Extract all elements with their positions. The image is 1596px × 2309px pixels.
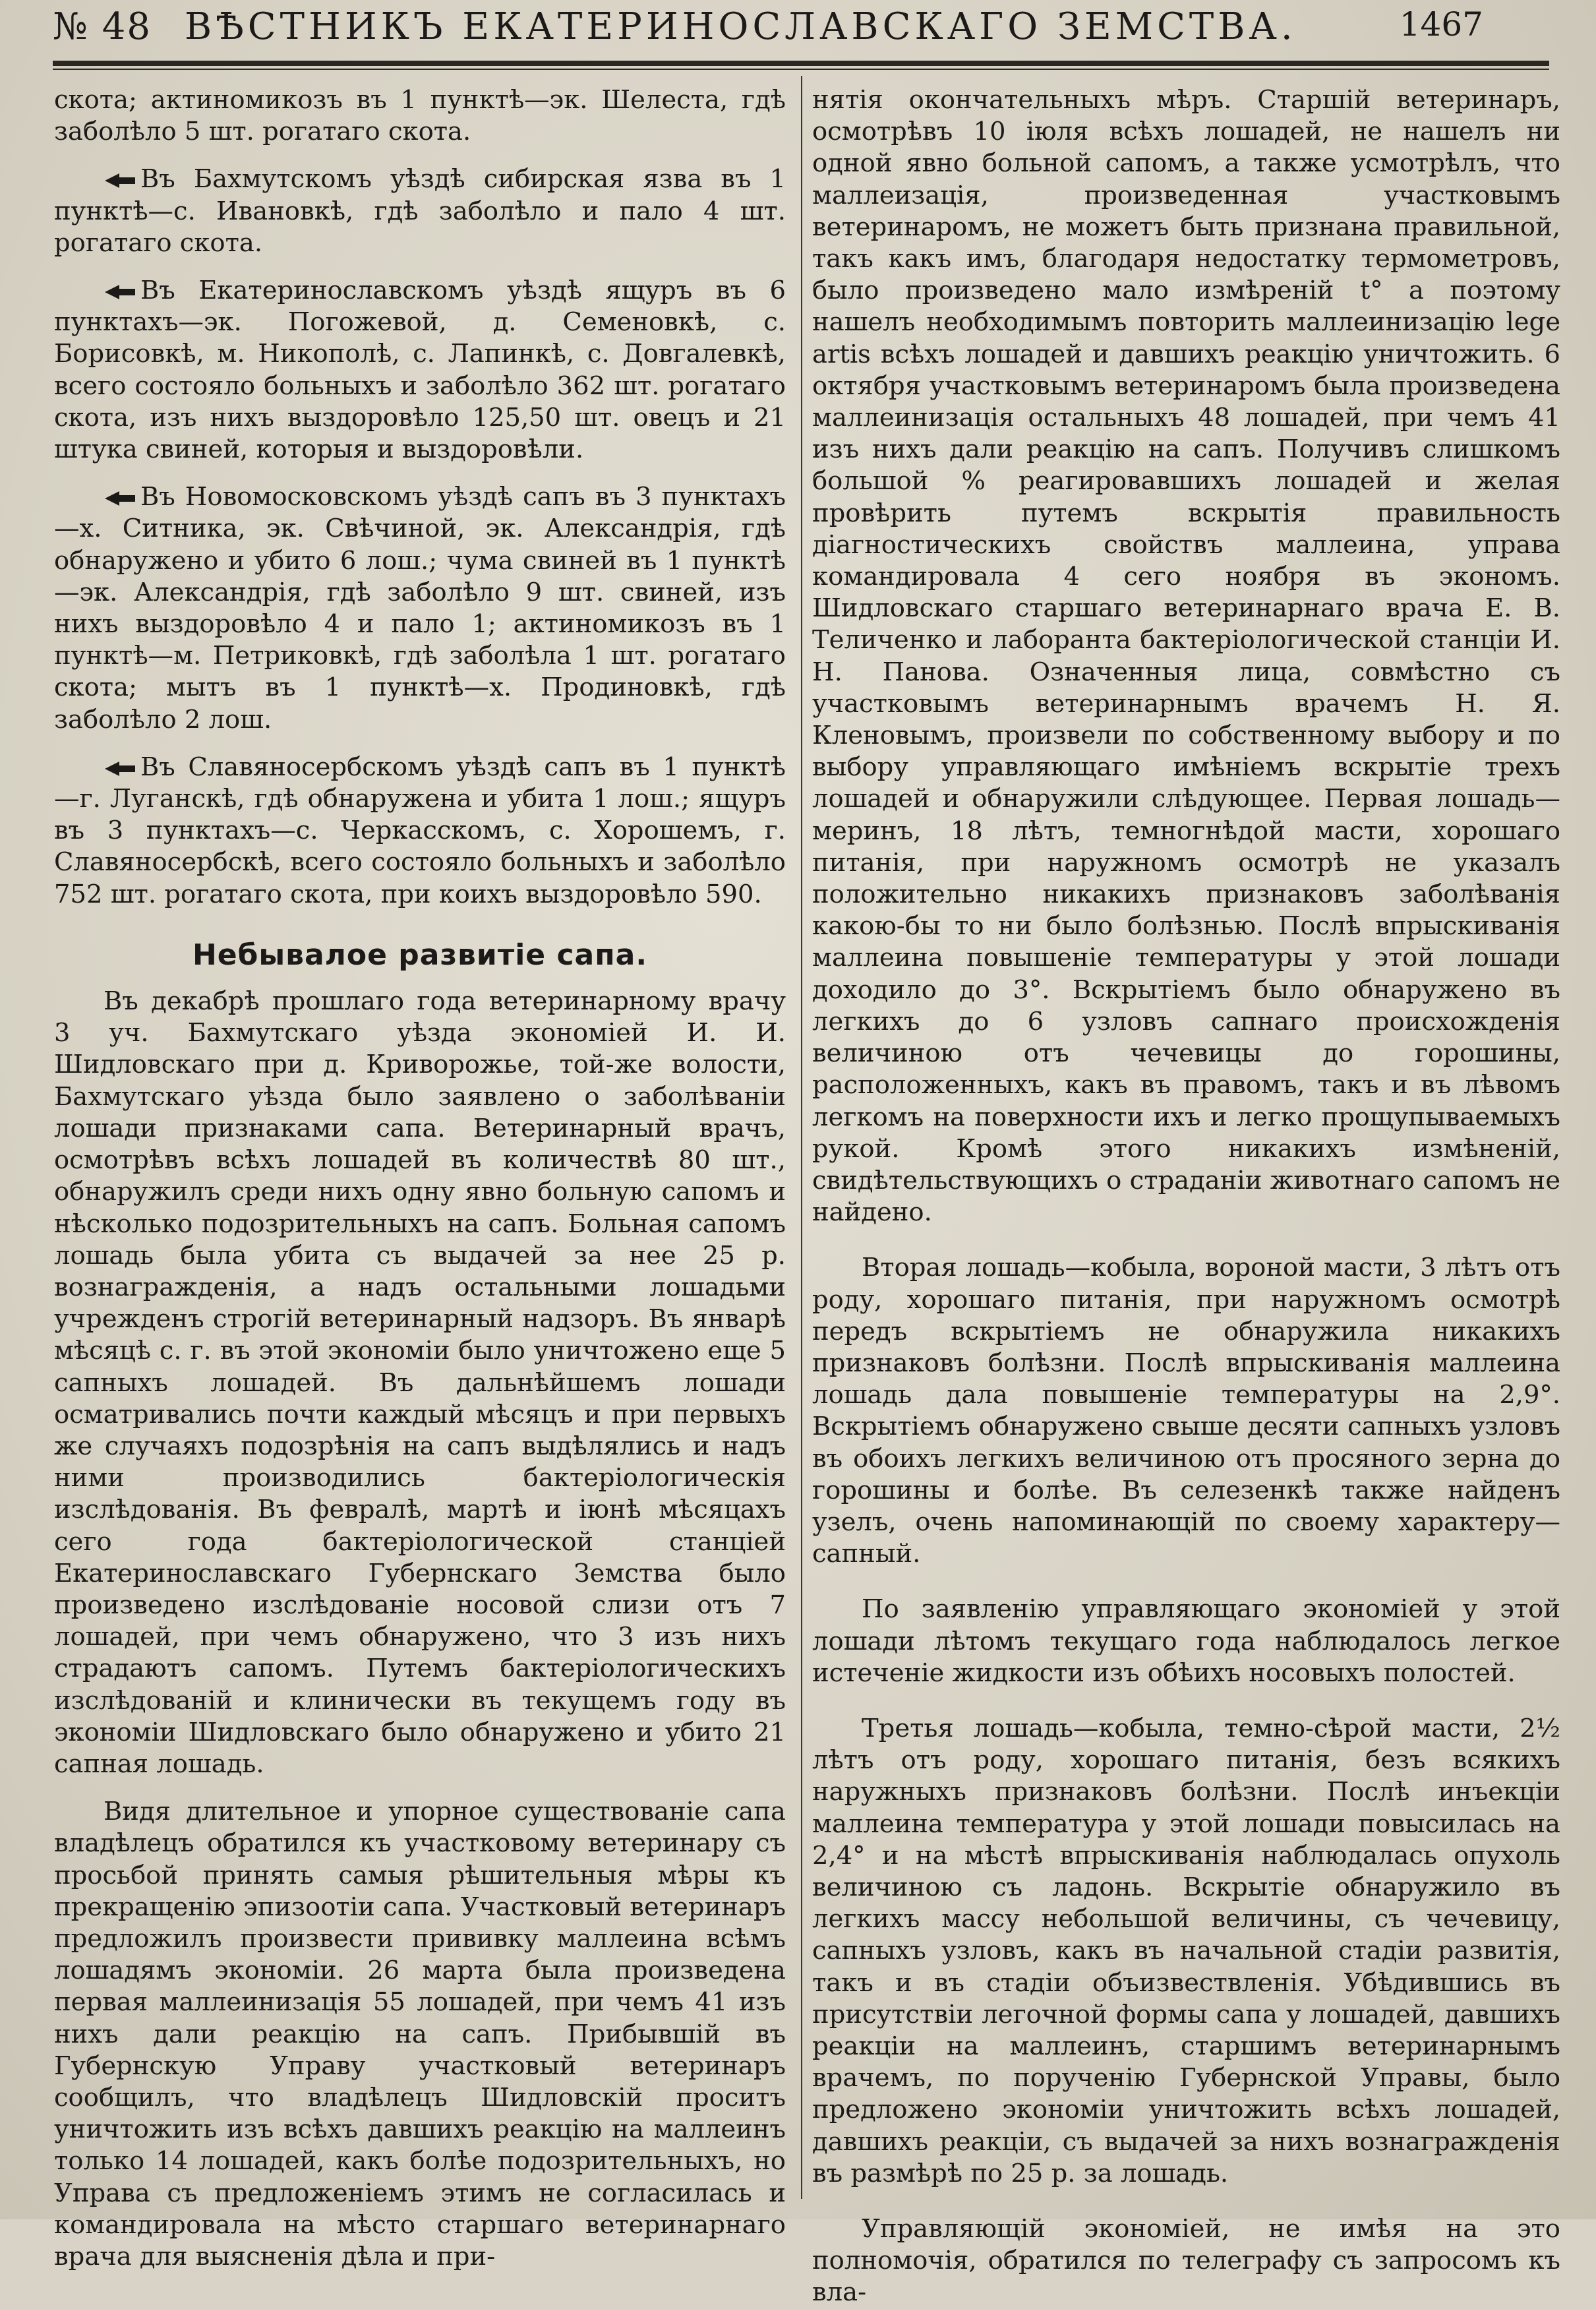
paragraph-text: Въ Бахмутскомъ уѣздѣ сибирская язва въ 1 пунктѣ—с. Ивановкѣ, гдѣ заболѣло и пало 4 шт. рогатаго скота. <box>54 164 786 258</box>
pointing-hand-icon <box>103 164 140 195</box>
paragraph-text: Въ Екатеринославскомъ уѣздѣ ящуръ въ 6 пунктахъ—эк. Погожевой, д. Семеновкѣ, с. Борисовкѣ, м. Никополѣ, с. Лапинкѣ, с. Довгалевкѣ, всего состояло больныхъ и заболѣло 362 шт. рогатаго скота, изъ нихъ выздоровѣло 125,50 шт. овецъ и 21 штука свиней, которыя и выздоровѣли. <box>54 276 786 465</box>
left-column <box>54 84 786 2273</box>
article-heading: Небывалое развитіе сапа. <box>192 938 648 972</box>
header-rule-thin <box>53 69 1549 70</box>
issue-number: № 48 <box>53 5 152 48</box>
pointing-hand-icon <box>103 275 140 307</box>
page-header <box>53 5 1556 51</box>
paragraph: Третья лошадь—кобыла, темно-сѣрой масти, 2½ лѣтъ отъ роду, хорошаго питанія, безъ всякихъ наружныхъ признаковъ болѣзни. Послѣ инъекціи маллеина температура у этой лошади повысилась на 2,4° и на мѣстѣ впрыскиванія наблюдалась опухоль величиною съ ладонь. Вскрытіе обнаружило въ легкихъ массу небольшой величины, съ чечевицу, сапныхъ узловъ, какъ въ начальной стадіи развитія, такъ и въ стадіи объизвествленія. Убѣдившись въ присутствіи легочной формы сапа у лошадей, давшихъ реакціи на маллеинъ, старшимъ ветеринарнымъ врачемъ, по порученію Губернской Управы, было предложено экономіи уничтожить всѣхъ лошадей, давшихъ реакціи, съ выдачей за нихъ вознагражденія въ размѣрѣ по 25 р. за лошадь. <box>812 1713 1560 2188</box>
page-number: 1467 <box>1399 5 1483 44</box>
paragraph <box>54 481 786 736</box>
header-rule-thick <box>53 61 1549 66</box>
pointing-hand-icon <box>103 481 140 513</box>
paragraph: Видя длительное и упорное существованіе сапа владѣлецъ обратился къ участковому ветеринару съ просьбой принять самыя рѣшительныя мѣры къ прекращенію эпизоотіи сапа. Участковый ветеринаръ предложилъ произвести прививку маллеина всѣмъ лошадямъ экономіи. 26 марта была произведена первая маллеинизація 55 лошадей, при чемъ 41 изъ нихъ дали реакцію на сапъ. Прибывшій въ Губернскую Управу участковый ветеринаръ сообщилъ, что владѣлецъ Шидловскій проситъ уничтожить изъ всѣхъ давшихъ реакцію на маллеинъ только 14 лошадей, какъ болѣе подозрительныхъ, но Управа съ предложеніемъ этимъ не согласилась и командировала на мѣсто старшаго ветеринарнаго врача для выясненія дѣла и при- <box>54 1797 786 2271</box>
paragraph: Вторая лошадь—кобыла, вороной масти, 3 лѣтъ отъ роду, хорошаго питанія, при наружномъ осмотрѣ передъ вскрытіемъ не обнаружила никакихъ признаковъ болѣзни. Послѣ впрыскиванія маллеина лошадь дала повышеніе температуры на 2,9°. Вскрытіемъ обнаружено свыше десяти сапныхъ узловъ въ обоихъ легкихъ величиною отъ просяного зерна до горошины и болѣе. Въ селезенкѣ также найденъ узелъ, очень напоминающій по своему характеру—сапный. <box>812 1253 1560 1569</box>
pointing-hand-icon <box>103 752 140 783</box>
paragraph <box>54 752 786 911</box>
paragraph: нятія окончательныхъ мѣръ. Старшій ветеринаръ, осмотрѣвъ 10 іюля всѣхъ лошадей, не нашелъ ни одной явно больной сапомъ, а также усмотрѣлъ, что маллеизація, произведенная участковымъ ветеринаромъ, не можетъ быть признана правильной, такъ какъ имъ, благодаря недостатку термометровъ, было произведено мало измѣреній t° а поэтому нашелъ необходимымъ повторить маллеинизацію lege artis всѣхъ лошадей и давшихъ реакцію уничтожить. 6 октября участковымъ ветеринаромъ была произведена маллеинизація остальныхъ 48 лошадей, при чемъ 41 изъ нихъ дали реакцію на сапъ. Получивъ слишкомъ большой % реагировавшихъ лошадей и желая провѣрить путемъ вскрытія правильность діагностическихъ свойствъ маллеина, управа командировала 4 сего ноября въ экономъ. Шидловскаго старшаго ветеринарнаго врача Е. В. Теличенко и лаборанта бактеріологической станціи И. Н. Панова. Означенныя лица, совмѣстно съ участковымъ ветеринарнымъ врачемъ Н. Я. Кленовымъ, произвели по собственному выбору и по выбору управляющаго имѣніемъ вскрытіе трехъ лошадей и обнаружили слѣдующее. Первая лошадь—меринъ, 18 лѣтъ, темногнѣдой масти, хорошаго питанія, при наружномъ осмотрѣ не указалъ положительно никакихъ признаковъ заболѣванія какою-бы то ни было болѣзнью. Послѣ впрыскиванія маллеина повышеніе температуры у этой лошади доходило до 3°. Вскрытіемъ было обнаружено въ легкихъ до 6 узловъ сапнаго происхожденія величиною отъ чечевицы до горошины, расположенныхъ, какъ въ правомъ, такъ и въ лѣвомъ легкомъ на поверхности ихъ и легко прощупываемыхъ рукой. Кромѣ этого никакихъ измѣненій, свидѣтельствующихъ о страданіи животнаго сапомъ не найдено. <box>812 85 1560 1228</box>
paragraph: скота; актиномикозъ въ 1 пунктѣ—эк. Шелеста, гдѣ заболѣло 5 шт. рогатаго скота. <box>54 85 786 147</box>
paragraph <box>54 275 786 465</box>
right-column <box>812 84 1560 2309</box>
paragraph-text: Въ Новомосковскомъ уѣздѣ сапъ въ 3 пунктахъ —х. Ситника, эк. Свѣчиной, эк. Александрія, гдѣ обнаружено и убито 6 лош.; чума свиней въ 1 пунктѣ —эк. Александрія, гдѣ заболѣло 9 шт. свиней, изъ нихъ выздоровѣло 4 и пало 1; актиномикозъ въ 1 пунктѣ—м. Петриковкѣ, гдѣ заболѣла 1 шт. рогатаго скота; мытъ въ 1 пунктѣ—х. Продиновкѣ, гдѣ заболѣло 2 лош. <box>54 482 786 735</box>
paragraph: Управляющій экономіей, не имѣя на это полномочія, обратился по телеграфу съ запросомъ къ вла- <box>812 2214 1560 2308</box>
paragraph: Въ декабрѣ прошлаго года ветеринарному врачу 3 уч. Бахмутскаго уѣзда экономіей И. И. Шидловскаго при д. Криворожье, той-же волости, Бахмутскаго уѣзда было заявлено о заболѣваніи лошади признаками сапа. Ветеринарный врачъ, осмотрѣвъ всѣхъ лошадей въ количествѣ 80 шт., обнаружилъ среди нихъ одну явно больную сапомъ и нѣсколько подозрительныхъ на сапъ. Больная сапомъ лошадь была убита съ выдачей за нее 25 р. вознагражденія, а надъ остальными лошадьми учрежденъ строгій ветеринарный надзоръ. Въ январѣ мѣсяцѣ с. г. въ этой экономіи было уничтожено еще 5 сапныхъ лошадей. Въ дальнѣйшемъ лошади осматривались почти каждый мѣсяцъ и при первыхъ же случаяхъ подозрѣнія на сапъ выдѣлялись и надъ ними производились бактеріологическія изслѣдованія. Въ февралѣ, мартѣ и іюнѣ мѣсяцахъ сего года бактеріологической станціей Екатеринославскаго Губернскаго Земства было произведено изслѣдованіе носовой слизи отъ 7 лошадей, при чемъ обнаружено, что 3 изъ нихъ страдаютъ сапомъ. Путемъ бактеріологическихъ изслѣдованій и клинически въ текущемъ году въ экономіи Шидловскаго было обнаружено и убито 21 сапная лошадь. <box>54 986 786 1779</box>
paragraph: По заявленію управляющаго экономіей у этой лошади лѣтомъ текущаго года наблюдалось легкое истеченіе жидкости изъ обѣихъ носовыхъ полостей. <box>812 1594 1560 1688</box>
paragraph-text: Въ Славяносербскомъ уѣздѣ сапъ въ 1 пунктѣ —г. Луганскѣ, гдѣ обнаружена и убита 1 лош.; ящуръ въ 3 пунктахъ—с. Черкасскомъ, с. Хорошемъ, г. Славяносербскѣ, всего состояло больныхъ и заболѣло 752 шт. рогатаго скота, при коихъ выздоровѣло 590. <box>54 752 786 909</box>
paragraph <box>54 164 786 259</box>
publication-title: ВѢСТНИКЪ ЕКАТЕРИНОСЛАВСКАГО ЗЕМСТВА. <box>185 5 1297 48</box>
column-divider <box>801 76 802 2199</box>
